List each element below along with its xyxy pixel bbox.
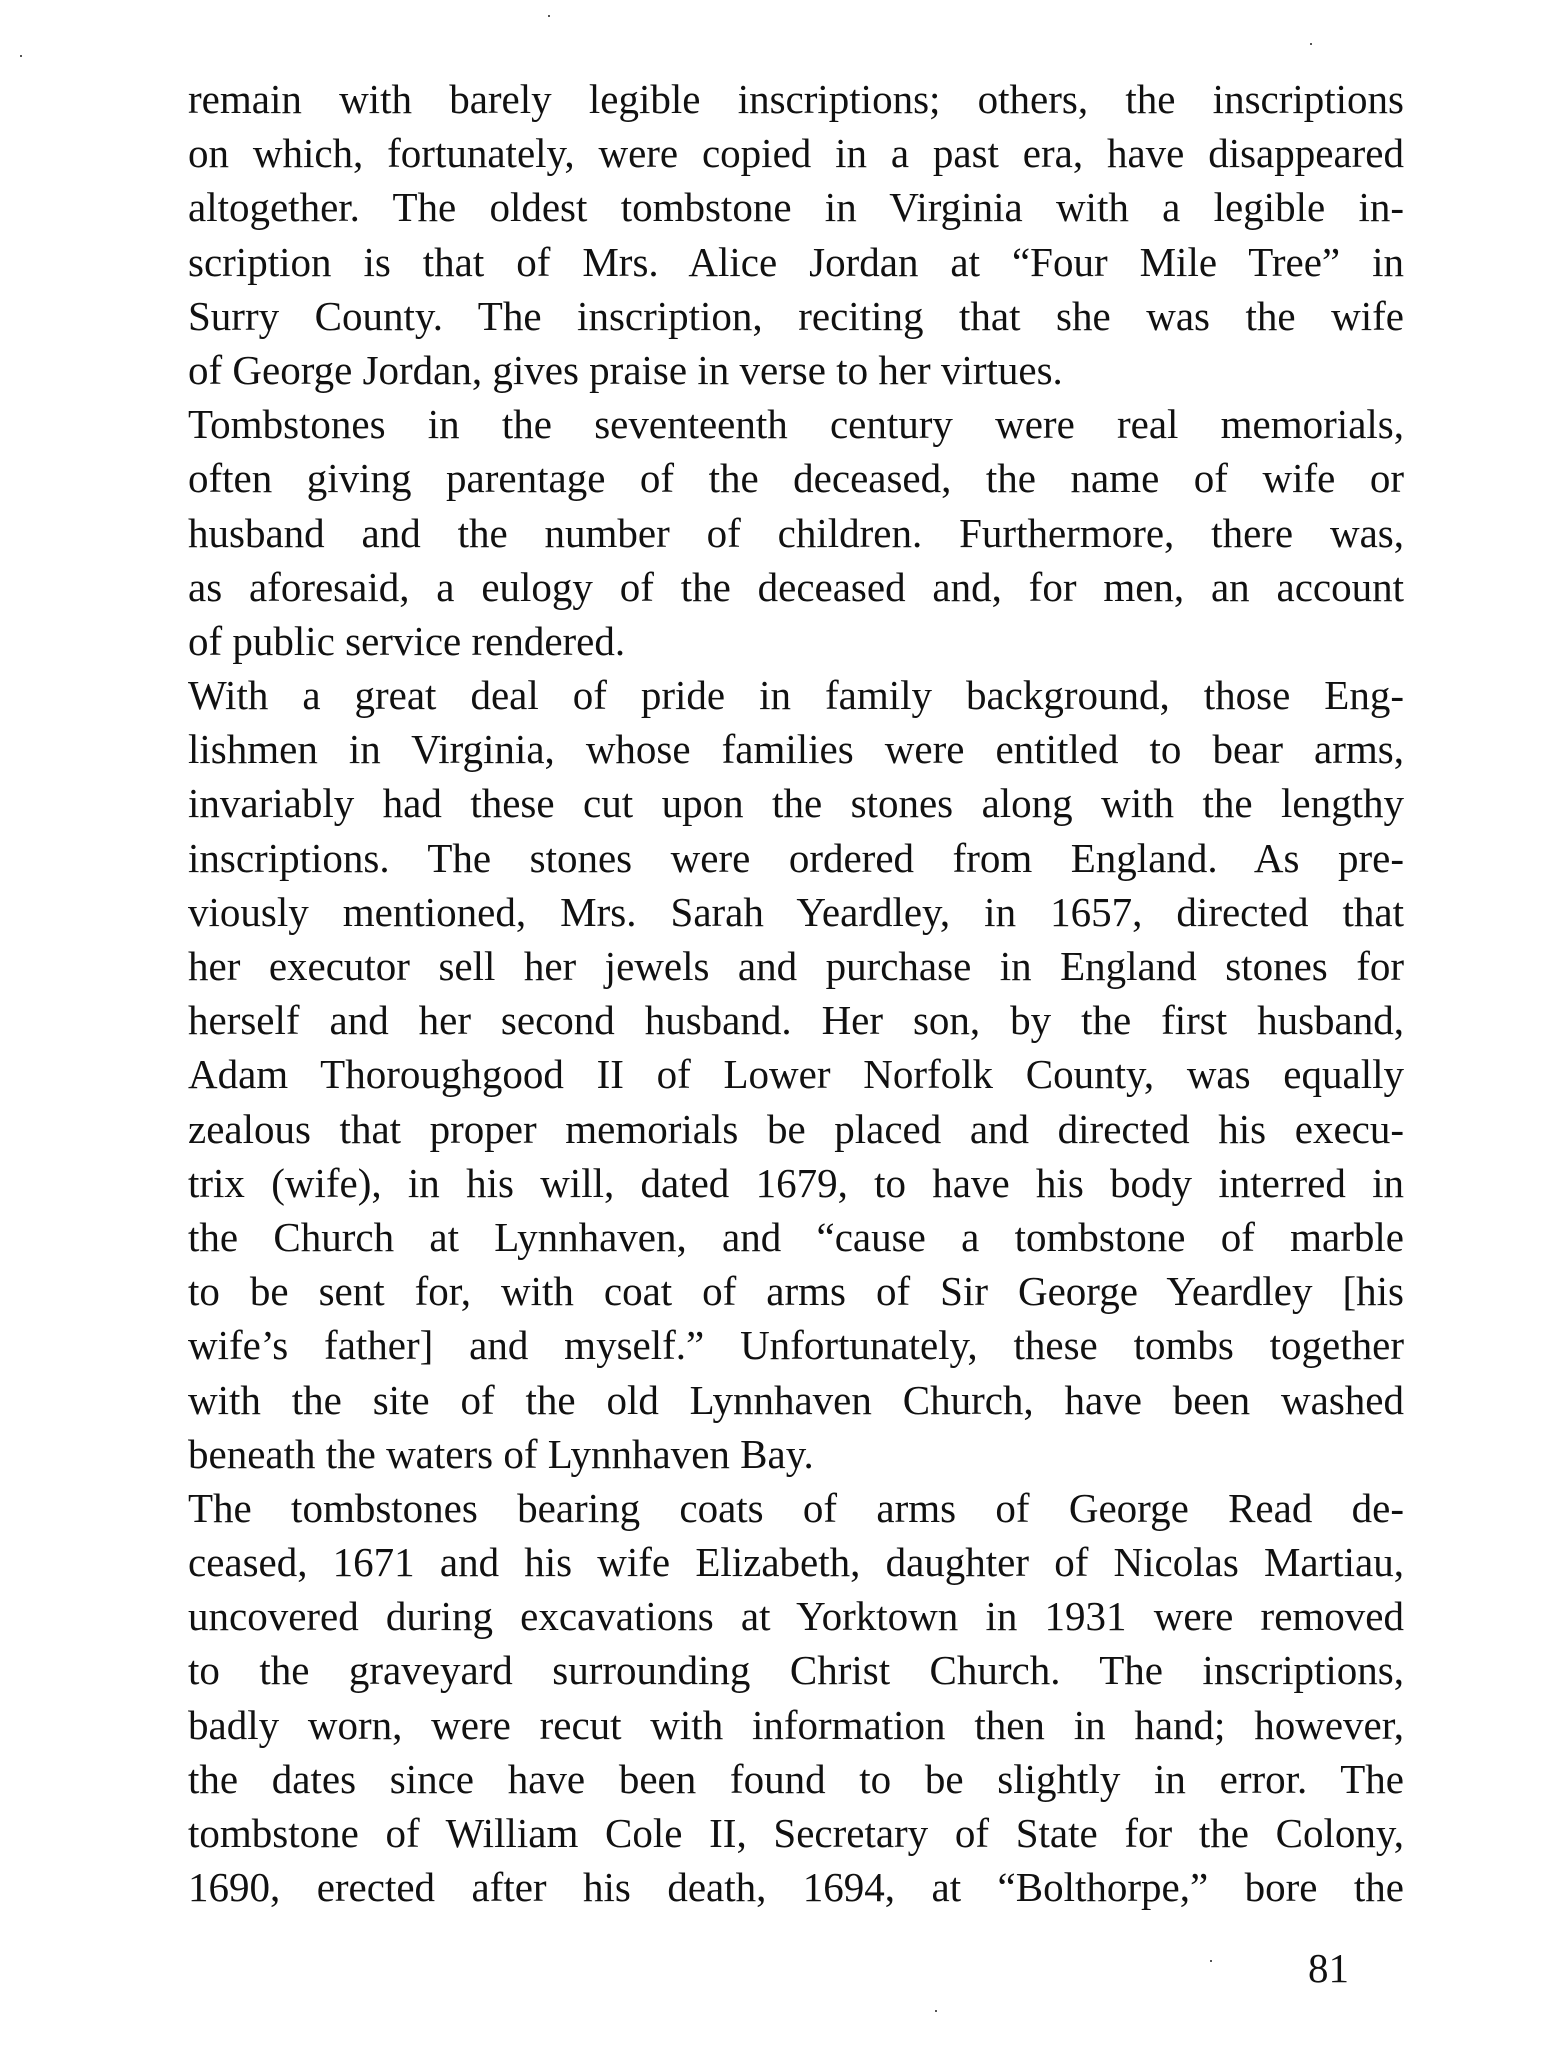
text-line: badly worn, were recut with information then in hand; however, bbox=[188, 1701, 1404, 1748]
text-line: with the site of the old Lynnhaven Church, have been washed bbox=[188, 1376, 1404, 1423]
text-line: 1690, erected after his death, 1694, at “Bolthorpe,” bore the bbox=[188, 1864, 1404, 1911]
paragraph bbox=[188, 397, 1404, 668]
scan-speck bbox=[20, 55, 22, 57]
text-line: Surry County. The inscription, reciting that she was the wife bbox=[188, 292, 1404, 339]
text-line: invariably had these cut upon the stones along with the lengthy bbox=[188, 780, 1404, 827]
paragraph bbox=[188, 72, 1404, 397]
scan-speck bbox=[935, 2010, 937, 2012]
text-line: to the graveyard surrounding Christ Church. The inscriptions, bbox=[188, 1647, 1404, 1694]
text-line: ceased, 1671 and his wife Elizabeth, daughter of Nicolas Martiau, bbox=[188, 1539, 1404, 1586]
scan-speck bbox=[1310, 43, 1312, 45]
text-line: With a great deal of pride in family background, those Eng- bbox=[188, 672, 1404, 719]
scan-speck bbox=[548, 15, 550, 17]
page-number: 81 bbox=[1308, 1945, 1349, 1991]
text-line: zealous that proper memorials be placed and directed his execu- bbox=[188, 1105, 1404, 1152]
paragraph bbox=[188, 668, 1404, 1481]
text-line: scription is that of Mrs. Alice Jordan at “Four Mile Tree” in bbox=[188, 238, 1404, 285]
text-line: altogether. The oldest tombstone in Virginia with a legible in- bbox=[188, 184, 1404, 231]
text-line: her executor sell her jewels and purchase in England stones for bbox=[188, 943, 1404, 989]
scan-speck bbox=[1210, 1960, 1212, 1962]
text-line: tombstone of William Cole II, Secretary of State for the Colony, bbox=[188, 1810, 1404, 1856]
text-line: herself and her second husband. Her son, by the first husband, bbox=[188, 997, 1404, 1044]
text-line: trix (wife), in his will, dated 1679, to have his body interred in bbox=[188, 1159, 1404, 1206]
text-line: to be sent for, with coat of arms of Sir George Yeardley [his bbox=[188, 1268, 1404, 1315]
text-line: of George Jordan, gives praise in verse to her virtues. bbox=[188, 346, 1063, 393]
text-line: remain with barely legible inscriptions; others, the inscriptions bbox=[188, 76, 1404, 122]
text-line: The tombstones bearing coats of arms of George Read de- bbox=[188, 1484, 1404, 1531]
text-line: wife’s father] and myself.” Unfortunately, these tombs together bbox=[188, 1322, 1404, 1369]
text-line: lishmen in Virginia, whose families were entitled to bear arms, bbox=[188, 726, 1404, 773]
text-line: uncovered during excavations at Yorktown in 1931 were removed bbox=[188, 1593, 1404, 1640]
text-line: inscriptions. The stones were ordered from England. As pre- bbox=[188, 834, 1404, 881]
paragraph bbox=[188, 1481, 1404, 1915]
text-line: on which, fortunately, were copied in a past era, have disappeared bbox=[188, 130, 1404, 177]
text-line: Tombstones in the seventeenth century were real memorials, bbox=[188, 401, 1404, 448]
text-line: the dates since have been found to be slightly in error. The bbox=[188, 1755, 1404, 1802]
text-line: often giving parentage of the deceased, the name of wife or bbox=[188, 455, 1404, 502]
text-line: Adam Thoroughgood II of Lower Norfolk County, was equally bbox=[188, 1051, 1404, 1098]
body-text bbox=[188, 72, 1404, 1914]
text-line: husband and the number of children. Furthermore, there was, bbox=[188, 509, 1404, 556]
text-line: of public service rendered. bbox=[188, 617, 626, 664]
text-line: the Church at Lynnhaven, and “cause a tombstone of marble bbox=[188, 1213, 1404, 1260]
text-line: beneath the waters of Lynnhaven Bay. bbox=[188, 1430, 814, 1477]
text-line: viously mentioned, Mrs. Sarah Yeardley, in 1657, directed that bbox=[188, 888, 1404, 935]
text-line: as aforesaid, a eulogy of the deceased and, for men, an account bbox=[188, 563, 1404, 610]
